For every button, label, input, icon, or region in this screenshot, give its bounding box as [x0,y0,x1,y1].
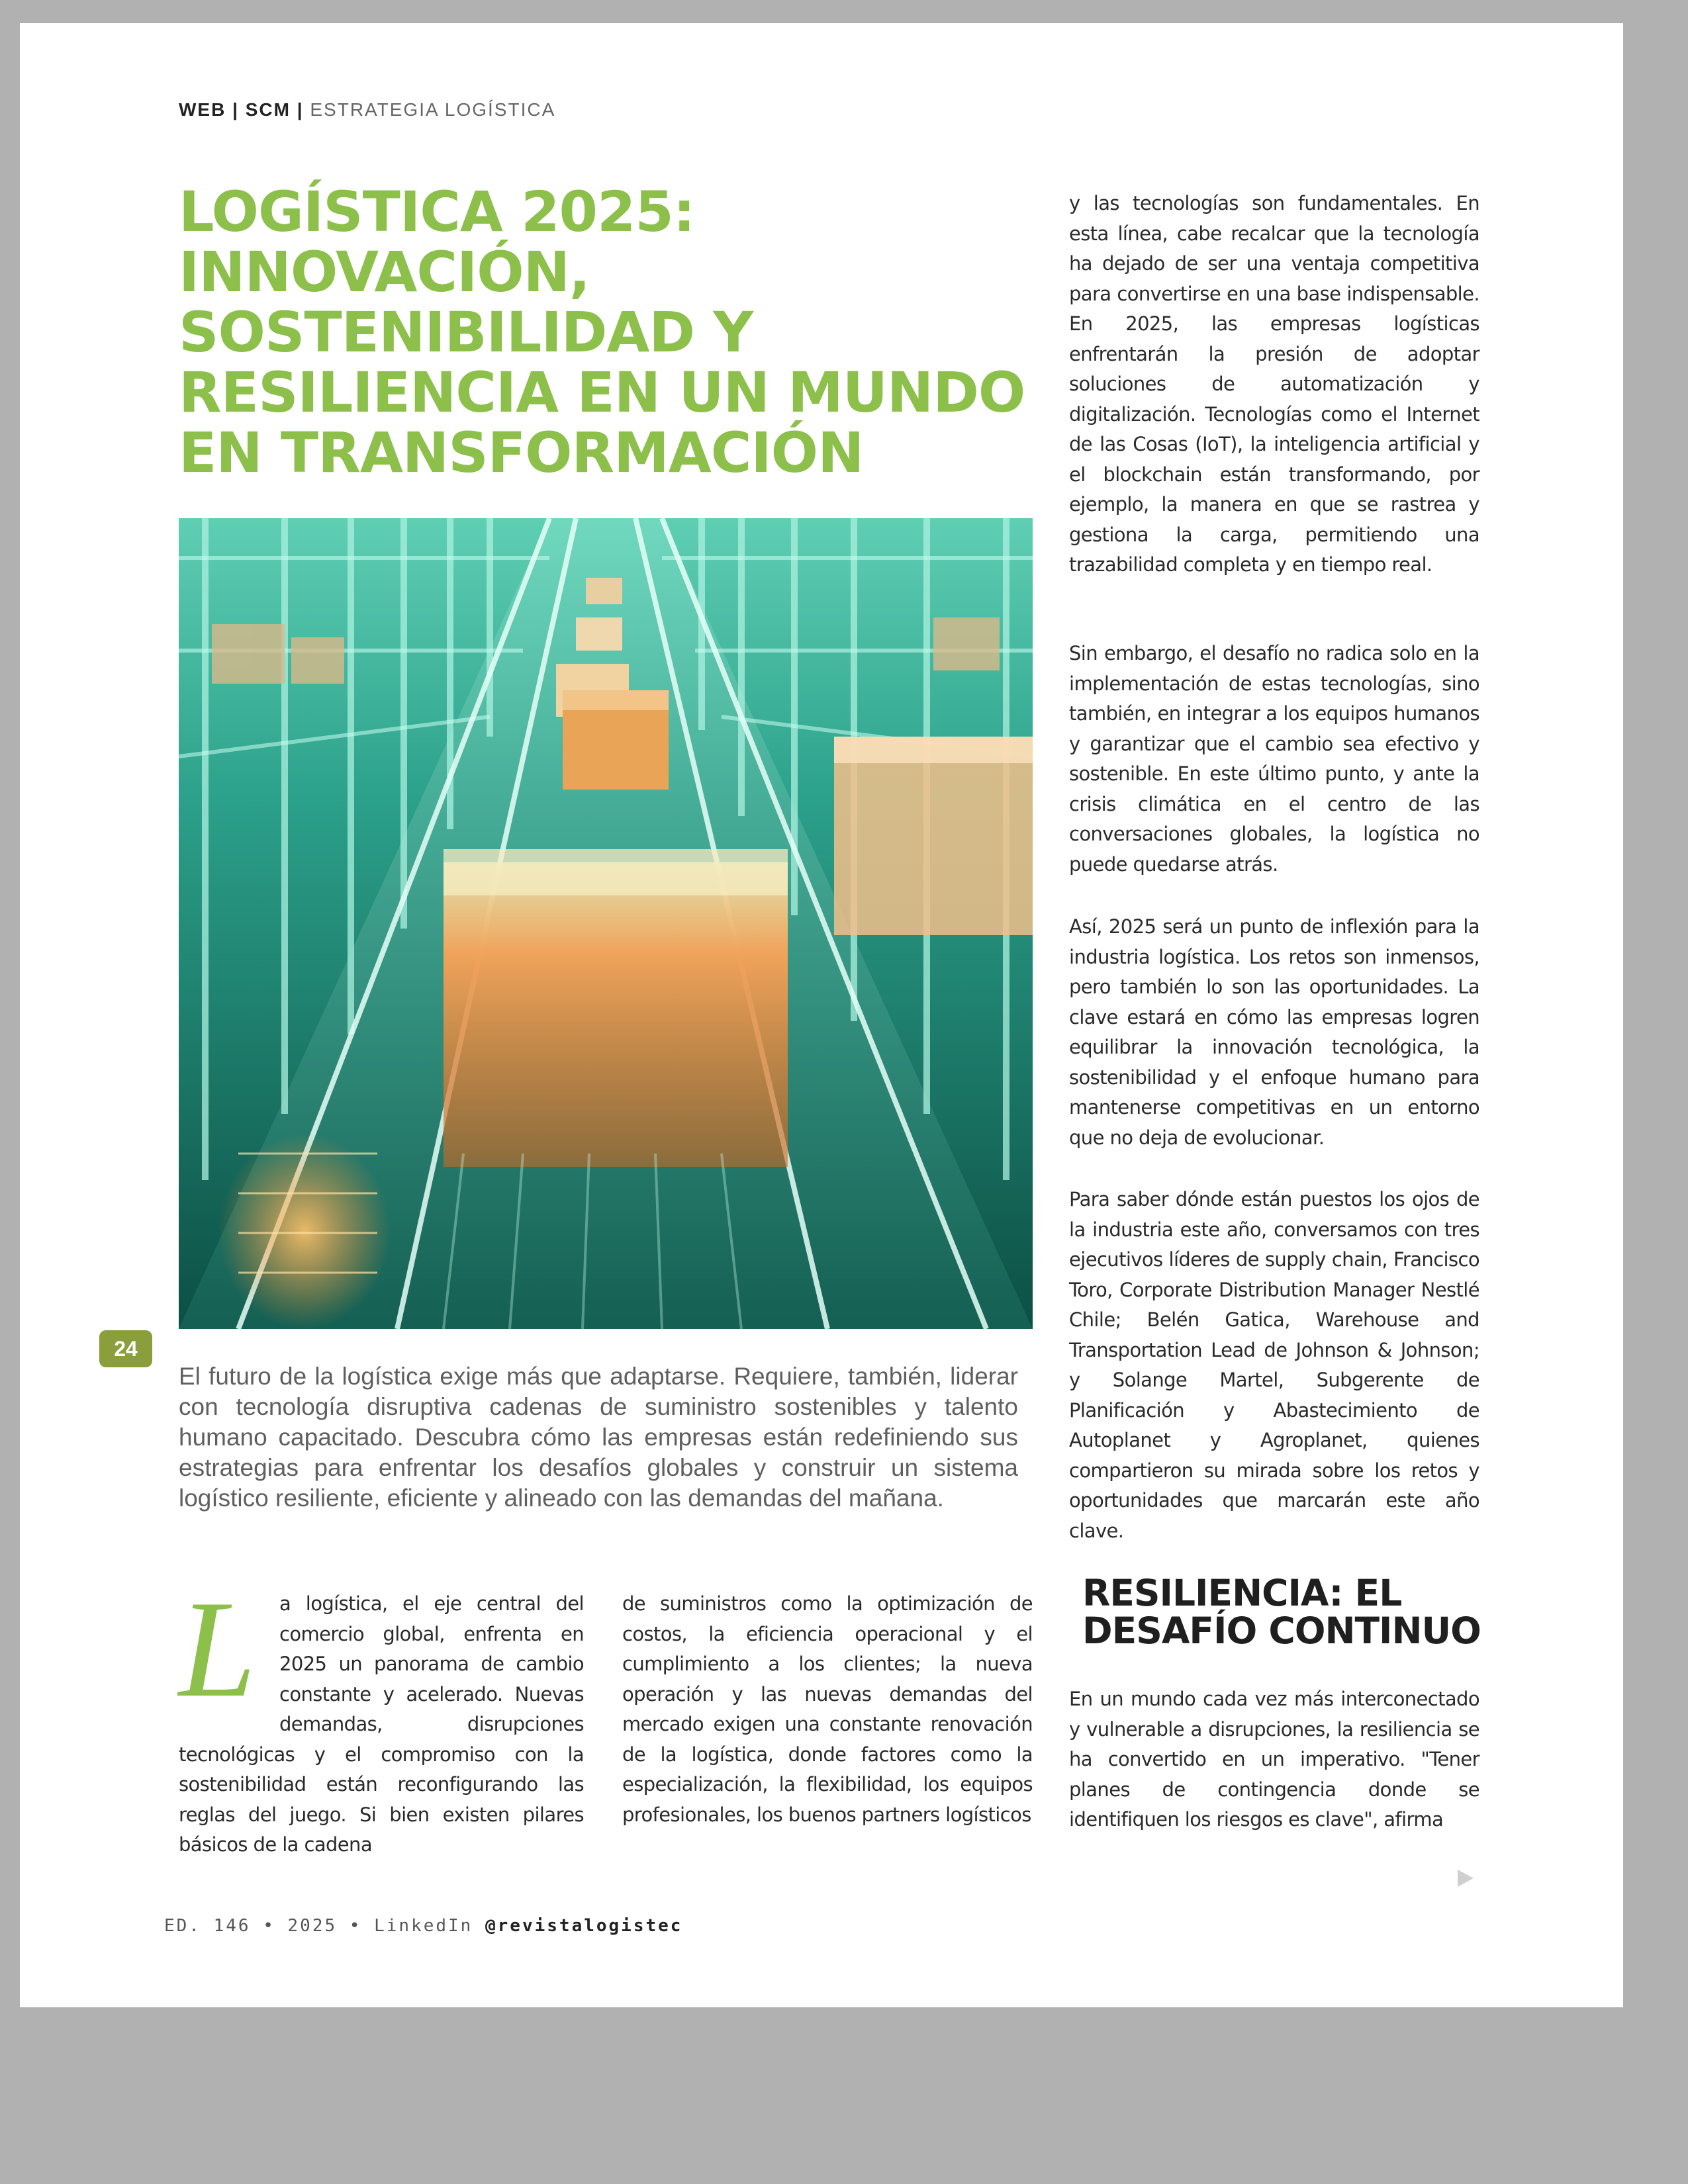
tag-separator: | [297,99,304,120]
body-paragraph: Para saber dónde están puestos los ojos de la industria este año, conversamos con tres ejecutivos líderes de supply chain, Francisco Toro, Corporate Distribution Manager Nestlé Chile; Belén Gatica, Warehouse and Transportation Lead de Johnson & Johnson; y Solange Martel, Subgerente de Planificación y Abastecimiento de Autoplanet y Agroplanet, quienes compartieron su mirada sobre los retos y oportunidades que marcarán este año clave. [1069,1188,1479,1542]
body-paragraph: a logística, el eje central del comercio global, enfrenta en 2025 un panorama de cambio constante y acelerado. Nuevas demandas, disrupciones tecnológicas y el compromiso con la sostenibilidad están reconfigurando las reglas del juego. Si bien existen pilares básicos de la cadena [179,1592,584,1856]
body-paragraph: y las tecnologías son fundamentales. En esta línea, cabe recalcar que la tecnología ha dejado de ser una ventaja competitiva para convertirse en una base indispensable. En 2025, las empresas logísticas enfrentarán la presión de adoptar soluciones de automatización y digitalización. Tecnologías como el Internet de las Cosas (IoT), la inteligencia artificial y el blockchain están transformando, por ejemplo, la manera en que se rastrea y gestiona la carga, permitiendo una trazabilidad completa y en tiempo real. [1069,192,1479,576]
next-page-arrow-icon[interactable] [1458,1870,1474,1887]
body-paragraph: En un mundo cada vez más interconectado y vulnerable a disrupciones, la resiliencia se ha convertido en un imperativo. "Tener planes de contingencia donde se identifiquen los riesgos es clave", afirma [1069,1688,1479,1831]
body-paragraph: Sin embargo, el desafío no radica solo en la implementación de estas tecnologías, sino también, en integrar a los equipos humanos y garantizar que el cambio sea efectivo y sostenible. En este último punto, y ante la crisis climática en el centro de las conversaciones globales, la logística no puede quedarse atrás. [1069,642,1479,876]
hero-warehouse-image [179,518,1033,1329]
tag-web: WEB [179,99,226,120]
drop-cap: L [179,1572,256,1726]
footer-social-handle[interactable]: @revistalogistec [485,1916,683,1936]
lead-paragraph: El futuro de la logística exige más que adaptarse. Requiere, también, liderar con tecnología disruptiva cadenas de suministro sostenibles y talento humano capacitado. Descubra cómo las empresas están redefiniendo sus estrategias para enfrentar los desafíos globales y construir un sistema logístico resiliente, eficiente y alineado con las demandas del mañana. [179,1363,1018,1512]
article-column-1 [179,1572,584,1860]
article-column-2: de suministros como la optimización de costos, la eficiencia operacional y el cumplimiento a los clientes; la nueva operación y las nuevas demandas del mercado exigen una constante renovación de la logística, donde factores como la especialización, la flexibilidad, los equipos profesionales, los buenos partners logísticos [622,1592,1033,1826]
page-number-badge: 24 [99,1330,152,1367]
tag-scm: SCM [245,99,291,120]
article-title: LOGÍSTICA 2025: INNOVACIÓN, SOSTENIBILIDAD Y RESILIENCIA EN UN MUNDO EN TRANSFORMACIÓN [179,179,1025,485]
warehouse-conveyor-illustration [179,518,1033,1329]
section-subheading: RESILIENCIA: EL DESAFÍO CONTINUO [1082,1572,1481,1652]
section-tags [179,99,555,120]
body-paragraph: Así, 2025 será un punto de inflexión para la industria logística. Los retos son inmensos, pero también lo son las oportunidades. La clave estará en cómo las empresas logren equilibrar la innovación tecnológica, la sostenibilidad y el enfoque humano para mantenerse competitivas en un entorno que no deja de evolucionar. [1069,915,1479,1149]
page-footer [164,1916,682,1936]
tag-separator: | [232,99,239,120]
footer-edition: ED. 146 • 2025 • LinkedIn [164,1916,473,1936]
magazine-page [20,23,1623,2007]
tag-section: ESTRATEGIA LOGÍSTICA [310,99,556,120]
